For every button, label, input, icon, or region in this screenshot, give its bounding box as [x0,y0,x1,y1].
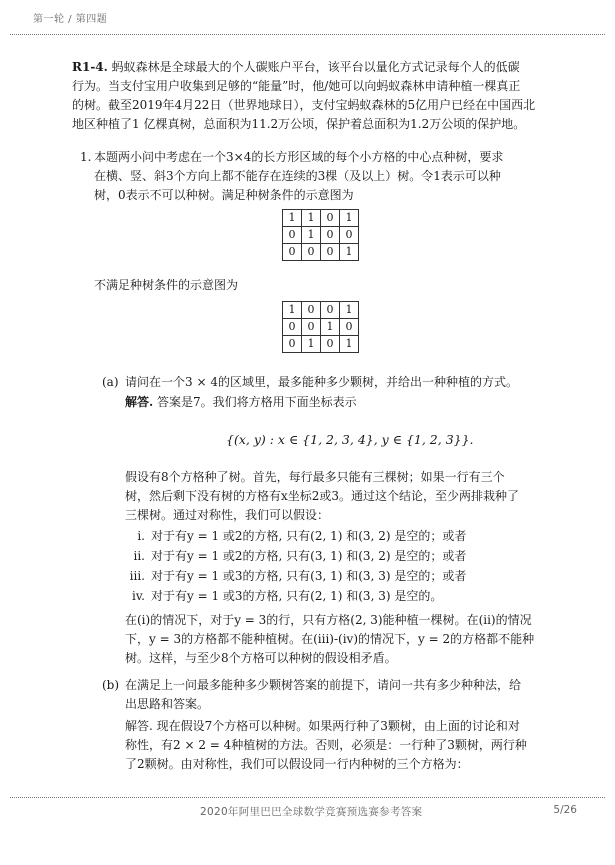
part-a-body-1: 假设有8个方格种了树。首先，每行最多只能有三棵树；如果一行有三个 [125,470,505,484]
invalid-grid-cell: 1 [340,336,359,353]
valid-grid-cell: 1 [283,210,302,227]
invalid-planting-grid [282,301,359,353]
valid-grid-row [283,210,359,227]
invalid-grid-cell: 0 [302,302,321,319]
invalid-grid-cell: 0 [283,319,302,336]
part-a-label: (a) [102,375,119,389]
invalid-grid-cell: 0 [340,319,359,336]
intro-line-2: 行为。当支付宝用户收集到足够的“能量”时，他/她可以向蚂蚁森林申请种植一棵真正 [72,79,521,93]
invalid-grid-cell: 0 [283,336,302,353]
intro-line-4: 地区种植了1 亿棵真树，总面积为11.2万公顷，保护着总面积为1.2万公顷的保护地。 [72,117,526,131]
case-iv: iv. 对于有y = 1 或3的方格, 只有(2, 1) 和(3, 3) 是空的。 [131,589,443,603]
invalid-caption: 不满足种树条件的示意图为 [94,278,239,292]
valid-grid-cell: 0 [302,244,321,261]
item-line-3: 树，0表示不可以种树。满足种树条件的示意图为 [94,188,354,202]
valid-grid-row [283,244,359,261]
header-divider [10,34,605,35]
item-number: 1. [80,150,92,164]
item-line-2: 在横、竖、斜3个方向上都不能存在连续的3棵（及以上）树。令1表示可以种 [94,169,501,183]
part-a-conclusion-2: 下，y = 3的方格都不能种植树。在(iii)-(iv)的情况下，y = 2的方格都不能种 [125,632,535,646]
invalid-grid-cell: 1 [283,302,302,319]
part-a-question: 请问在一个3 × 4的区域里，最多能种多少颗树，并给出一种种植的方式。 [125,375,518,389]
part-a-body-2: 树，然后剩下没有树的方格有x坐标2或3。通过这个结论，至少两排栽种了 [125,489,520,503]
valid-grid-cell: 0 [340,227,359,244]
valid-grid-cell: 0 [321,244,340,261]
case-ii: ii. 对于有y = 1 或2的方格, 只有(3, 1) 和(3, 2) 是空的；或者 [133,549,467,563]
coordinate-set: {(x, y) : x ∈ {1, 2, 3, 4}, y ∈ {1, 2, 3}}. [226,432,474,447]
invalid-grid-cell: 0 [321,336,340,353]
case-i: i. 对于有y = 1 或2的方格, 只有(2, 1) 和(3, 2) 是空的；或者 [137,529,467,543]
page-number: 5/26 [553,804,577,816]
part-b-answer-1: 解答. 现在假设7个方格可以种树。如果两行种了3颗树，由上面的讨论和对 [125,719,520,733]
valid-grid-cell: 0 [321,227,340,244]
valid-grid-cell: 0 [321,210,340,227]
part-a-conclusion-3: 树。这样，与至少8个方格可以种树的假设相矛盾。 [125,651,397,665]
running-header: 第一轮 / 第四题 [33,14,108,25]
valid-grid-cell: 1 [302,227,321,244]
part-a-answer-intro: 解答. 答案是7。我们将方格用下面坐标表示 [125,395,357,409]
invalid-grid-cell: 1 [302,336,321,353]
invalid-grid-row [283,302,359,319]
invalid-grid-cell: 0 [302,319,321,336]
part-a-body-3: 三棵树。通过对称性，我们可以假设： [125,508,330,522]
invalid-grid-row [283,319,359,336]
part-b-question-2: 出思路和答案。 [125,697,210,711]
valid-grid-cell: 1 [340,210,359,227]
valid-grid-cell: 0 [283,227,302,244]
invalid-grid-cell: 1 [340,302,359,319]
valid-grid-cell: 1 [302,210,321,227]
valid-planting-grid [282,209,359,261]
footer-title: 2020年阿里巴巴全球数学竞赛预选赛参考答案 [200,806,423,818]
item-line-1: 本题两小问中考虑在一个3×4的长方形区域的每个小方格的中心点种树，要求 [94,150,504,164]
valid-grid-cell: 1 [340,244,359,261]
problem-id: R1-4. [72,60,108,74]
intro-line-1: R1-4. 蚂蚁森林是全球最大的个人碳账户平台，该平台以量化方式记录每个人的低碳 [72,60,520,74]
part-b-question-1: 在满足上一问最多能种多少颗树答案的前提下，请问一共有多少种种法，给 [125,678,522,692]
invalid-grid-row [283,336,359,353]
part-b-answer-3: 了2颗树。由对称性，我们可以假设同一行内种树的三个方格为： [125,757,469,771]
invalid-grid-cell: 0 [321,302,340,319]
part-b-label: (b) [102,678,120,692]
answer-label: 解答. [125,395,154,409]
valid-grid-cell: 0 [283,244,302,261]
footer-divider [10,797,605,798]
intro-line-3: 的树。截至2019年4月22日（世界地球日），支付宝蚂蚁森林的5亿用户已经在中国西北 [72,98,536,112]
valid-grid-row [283,227,359,244]
part-a-conclusion-1: 在(i)的情况下，对于y = 3的行，只有方格(2, 3)能种植一棵树。在(ii)的情况 [125,613,532,627]
part-b-answer-2: 称性，有2 × 2 = 4种植树的方法。否则，必须是：一行种了3颗树，两行种 [125,738,527,752]
case-iii: iii. 对于有y = 1 或3的方格, 只有(3, 1) 和(3, 3) 是空的；或者 [129,569,467,583]
invalid-grid-cell: 1 [321,319,340,336]
